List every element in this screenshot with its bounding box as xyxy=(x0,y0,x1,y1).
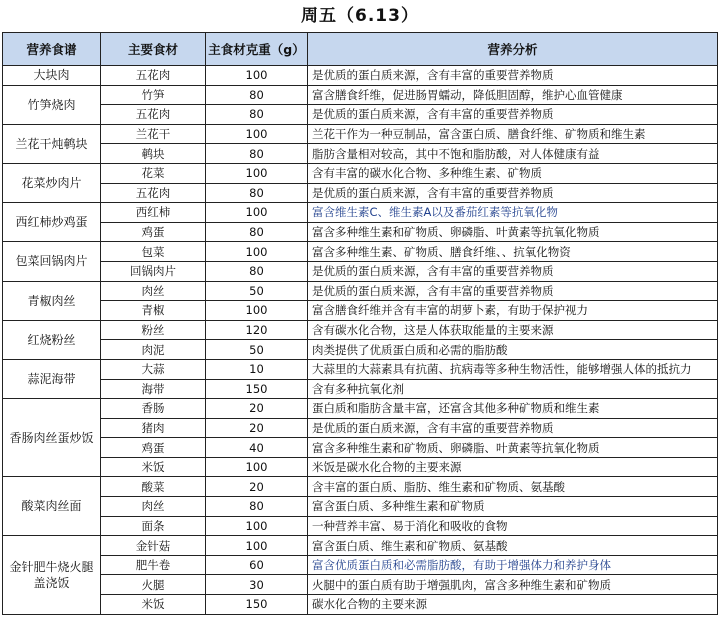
weight-cell: 150 xyxy=(206,379,308,399)
ingredient-cell: 香肠 xyxy=(101,399,206,419)
dish-name: 蒜泥海带 xyxy=(3,359,101,398)
ingredient-cell: 面条 xyxy=(101,516,206,536)
table-row xyxy=(3,163,718,183)
ingredient-cell: 肉丝 xyxy=(101,281,206,301)
dish-name: 红烧粉丝 xyxy=(3,320,101,359)
analysis-cell: 是优质的蛋白质来源，含有丰富的重要营养物质 xyxy=(308,261,718,281)
analysis-cell: 含有多种抗氧化剂 xyxy=(308,379,718,399)
table-row xyxy=(3,105,718,125)
analysis-cell: 肉类提供了优质蛋白质和必需的脂肪酸 xyxy=(308,340,718,360)
weight-cell: 60 xyxy=(206,555,308,575)
table-row xyxy=(3,359,718,379)
dish-name: 包菜回锅肉片 xyxy=(3,242,101,281)
table-row xyxy=(3,320,718,340)
table-row xyxy=(3,497,718,517)
weight-cell: 80 xyxy=(206,144,308,164)
analysis-cell: 米饭是碳水化合物的主要来源 xyxy=(308,457,718,477)
weight-cell: 100 xyxy=(206,516,308,536)
weight-cell: 80 xyxy=(206,105,308,125)
table-row xyxy=(3,399,718,419)
ingredient-cell: 西红柿 xyxy=(101,203,206,223)
header-row xyxy=(3,33,718,66)
weight-cell: 120 xyxy=(206,320,308,340)
ingredient-cell: 大蒜 xyxy=(101,359,206,379)
table-row xyxy=(3,555,718,575)
table-row xyxy=(3,261,718,281)
weight-cell: 20 xyxy=(206,418,308,438)
table-row xyxy=(3,242,718,262)
ingredient-cell: 五花肉 xyxy=(101,105,206,125)
ingredient-cell: 五花肉 xyxy=(101,183,206,203)
weight-cell: 40 xyxy=(206,438,308,458)
table-row xyxy=(3,418,718,438)
header-analysis: 营养分析 xyxy=(308,33,718,66)
table-row xyxy=(3,536,718,556)
table-row xyxy=(3,66,718,86)
dish-name: 香肠肉丝蛋炒饭 xyxy=(3,399,101,477)
dish-name: 西红柿炒鸡蛋 xyxy=(3,203,101,242)
weight-cell: 80 xyxy=(206,497,308,517)
weight-cell: 100 xyxy=(206,457,308,477)
ingredient-cell: 回锅肉片 xyxy=(101,261,206,281)
analysis-cell: 是优质的蛋白质来源，含有丰富的重要营养物质 xyxy=(308,281,718,301)
ingredient-cell: 肉丝 xyxy=(101,497,206,517)
analysis-cell: 兰花干作为一种豆制品，富含蛋白质、膳食纤维、矿物质和维生素 xyxy=(308,124,718,144)
dish-name: 大块肉 xyxy=(3,66,101,86)
table-row xyxy=(3,575,718,595)
ingredient-cell: 兰花干 xyxy=(101,124,206,144)
table-row xyxy=(3,183,718,203)
analysis-cell: 含有碳水化合物，这是人体获取能量的主要来源 xyxy=(308,320,718,340)
weight-cell: 30 xyxy=(206,575,308,595)
analysis-cell: 是优质的蛋白质来源，含有丰富的重要营养物质 xyxy=(308,418,718,438)
header-ingredient: 主要食材 xyxy=(101,33,206,66)
table-row xyxy=(3,457,718,477)
ingredient-cell: 猪肉 xyxy=(101,418,206,438)
analysis-cell: 富含优质蛋白质和必需脂肪酸，有助于增强体力和养护身体 xyxy=(308,555,718,575)
analysis-cell: 脂肪含量相对较高，其中不饱和脂肪酸，对人体健康有益 xyxy=(308,144,718,164)
weight-cell: 150 xyxy=(206,595,308,615)
weight-cell: 100 xyxy=(206,242,308,262)
table-row xyxy=(3,203,718,223)
weight-cell: 100 xyxy=(206,66,308,86)
dish-name: 金针肥牛烧火腿盖浇饭 xyxy=(3,536,101,614)
weight-cell: 20 xyxy=(206,399,308,419)
weight-cell: 100 xyxy=(206,301,308,321)
ingredient-cell: 粉丝 xyxy=(101,320,206,340)
ingredient-cell: 肥牛卷 xyxy=(101,555,206,575)
nutrition-table xyxy=(2,32,718,615)
analysis-cell: 是优质的蛋白质来源，含有丰富的重要营养物质 xyxy=(308,66,718,86)
ingredient-cell: 鹌块 xyxy=(101,144,206,164)
ingredient-cell: 火腿 xyxy=(101,575,206,595)
weight-cell: 100 xyxy=(206,124,308,144)
weight-cell: 50 xyxy=(206,340,308,360)
analysis-cell: 一种营养丰富、易于消化和吸收的食物 xyxy=(308,516,718,536)
analysis-cell: 富含多种维生素和矿物质、卵磷脂、叶黄素等抗氧化物质 xyxy=(308,438,718,458)
analysis-cell: 火腿中的蛋白质有助于增强肌肉，富含多种维生素和矿物质 xyxy=(308,575,718,595)
analysis-cell: 是优质的蛋白质来源，含有丰富的重要营养物质 xyxy=(308,105,718,125)
ingredient-cell: 包菜 xyxy=(101,242,206,262)
table-row xyxy=(3,595,718,615)
table-row xyxy=(3,124,718,144)
analysis-cell: 富含维生素C、维生素A以及番茄红素等抗氧化物 xyxy=(308,203,718,223)
weight-cell: 100 xyxy=(206,163,308,183)
dish-name: 花菜炒肉片 xyxy=(3,163,101,202)
table-row xyxy=(3,144,718,164)
table-row xyxy=(3,85,718,105)
weight-cell: 20 xyxy=(206,477,308,497)
analysis-cell: 碳水化合物的主要来源 xyxy=(308,595,718,615)
table-row xyxy=(3,281,718,301)
table-row xyxy=(3,438,718,458)
analysis-cell: 富含多种维生素和矿物质、卵磷脂、叶黄素等抗氧化物质 xyxy=(308,222,718,242)
weight-cell: 100 xyxy=(206,203,308,223)
table-row xyxy=(3,301,718,321)
analysis-cell: 含有丰富的碳水化合物、多种维生素、矿物质 xyxy=(308,163,718,183)
table-row xyxy=(3,340,718,360)
ingredient-cell: 五花肉 xyxy=(101,66,206,86)
ingredient-cell: 海带 xyxy=(101,379,206,399)
ingredient-cell: 酸菜 xyxy=(101,477,206,497)
ingredient-cell: 金针菇 xyxy=(101,536,206,556)
ingredient-cell: 米饭 xyxy=(101,457,206,477)
dish-name: 竹笋烧肉 xyxy=(3,85,101,124)
page-title: 周五（6.13） xyxy=(301,6,419,26)
dish-name: 青椒肉丝 xyxy=(3,281,101,320)
analysis-cell: 富含膳食纤维，促进肠胃蠕动，降低胆固醇，维护心血管健康 xyxy=(308,85,718,105)
weight-cell: 80 xyxy=(206,222,308,242)
weight-cell: 80 xyxy=(206,85,308,105)
analysis-cell: 含丰富的蛋白质、脂肪、维生素和矿物质、氨基酸 xyxy=(308,477,718,497)
ingredient-cell: 肉泥 xyxy=(101,340,206,360)
header-weight: 主食材克重（g） xyxy=(206,33,308,66)
weight-cell: 80 xyxy=(206,183,308,203)
table-row xyxy=(3,222,718,242)
ingredient-cell: 花菜 xyxy=(101,163,206,183)
weight-cell: 100 xyxy=(206,536,308,556)
dish-name: 酸菜肉丝面 xyxy=(3,477,101,536)
ingredient-cell: 鸡蛋 xyxy=(101,438,206,458)
analysis-cell: 蛋白质和脂肪含量丰富，还富含其他多种矿物质和维生素 xyxy=(308,399,718,419)
header-recipe: 营养食谱 xyxy=(3,33,101,66)
analysis-cell: 富含多种维生素、矿物质、膳食纤维、、抗氧化物资 xyxy=(308,242,718,262)
dish-name: 兰花干炖鹌块 xyxy=(3,124,101,163)
weight-cell: 80 xyxy=(206,261,308,281)
table-body xyxy=(3,66,718,615)
ingredient-cell: 鸡蛋 xyxy=(101,222,206,242)
table-row xyxy=(3,379,718,399)
weight-cell: 10 xyxy=(206,359,308,379)
analysis-cell: 富含蛋白质、多种维生素和矿物质 xyxy=(308,497,718,517)
analysis-cell: 大蒜里的大蒜素具有抗菌、抗病毒等多种生物活性，能够增强人体的抵抗力 xyxy=(308,359,718,379)
analysis-cell: 富含蛋白质、维生素和矿物质、氨基酸 xyxy=(308,536,718,556)
ingredient-cell: 青椒 xyxy=(101,301,206,321)
analysis-cell: 富含膳食纤维并含有丰富的胡萝卜素，有助于保护视力 xyxy=(308,301,718,321)
ingredient-cell: 米饭 xyxy=(101,595,206,615)
weight-cell: 50 xyxy=(206,281,308,301)
analysis-cell: 是优质的蛋白质来源，含有丰富的重要营养物质 xyxy=(308,183,718,203)
table-row xyxy=(3,477,718,497)
ingredient-cell: 竹笋 xyxy=(101,85,206,105)
table-row xyxy=(3,516,718,536)
